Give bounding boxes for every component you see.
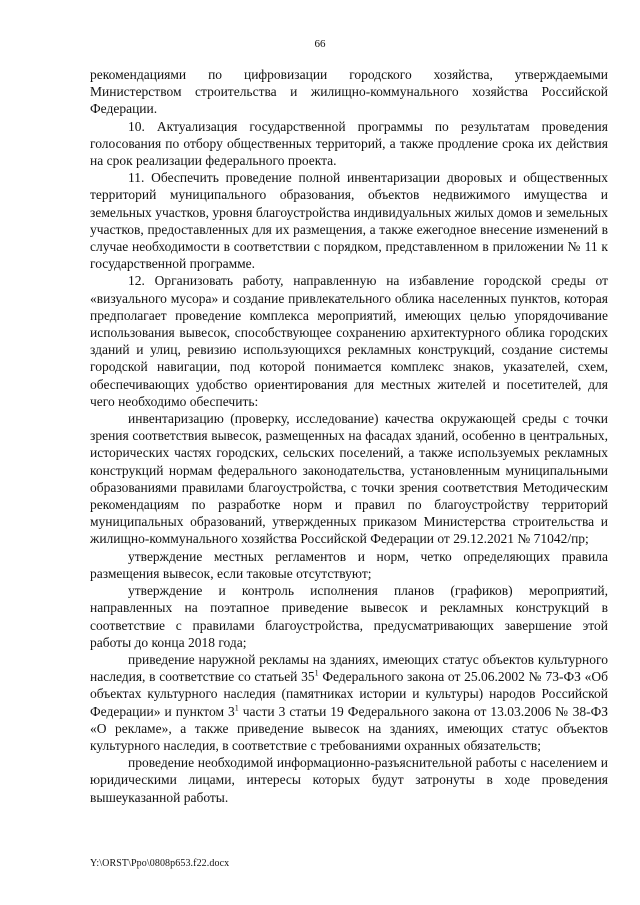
paragraph-outreach: проведение необходимой информационно-разъяснительной работы с населением и юридическими лицами, интересы которых будут затронуты в ходе проведения вышеуказанной работы. (90, 755, 608, 805)
paragraph-advertising (90, 651, 608, 754)
paragraph-item-10: 10. Актуализация государственной программы по результатам проведения голосования по отбору общественных территорий, а также продление срока их действия на срок реализации федерального проекта. (90, 118, 608, 169)
advertising-text-part1: приведение наружной рекламы на зданиях, имеющих статус объектов культурного наследия, в соответствие со статьей 35 (90, 651, 608, 685)
footer-file-path: Y:\ORST\Ppo\0808p653.f22.docx (90, 858, 230, 869)
paragraph-plans: утверждение и контроль исполнения планов (графиков) мероприятий, направленных на поэтапное приведение вывесок и рекламных конструкций в соответствие с правилами благоустройства, предусматривающих завершение этой работы до конца 2018 года; (90, 583, 608, 650)
paragraph-regulations: утверждение местных регламентов и норм, четко определяющих правила размещения вывесок, если таковые отсутствуют; (90, 548, 608, 581)
page-number: 66 (314, 38, 326, 50)
paragraph-inventory: инвентаризацию (проверку, исследование) качества окружающей среды с точки зрения соответствия вывесок, размещенных на фасадах зданий, особенно в центральных, исторических частях городских, сельских поселений, а также используемых рекламных конструкций нормам федерального законодательства, установленным муниципальными образованиями правилами благоустройства, с точки зрения соответствия Методическим рекомендациям по разработке норм и правил по благоустройству территорий муниципальных образований, утвержденных приказом Министерства строительства и жилищно-коммунального хозяйства Российской Федерации от 29.12.2021 № 71042/пр; (90, 411, 608, 547)
document-body (90, 66, 608, 806)
advertising-text-part3: части 3 статьи 19 Федерального закона от 13.03.2006 № 38-ФЗ «О рекламе», а также приведение вывесок на зданиях, имеющих статус объектов культурного наследия, в соответствие с требованиями охранных обязательств; (90, 703, 608, 753)
paragraph-item-12: 12. Организовать работу, направленную на избавление городской среды от «визуального мусора» и создание привлекательного облика населенных пунктов, которая предполагает проведение комплекса мероприятий, имеющих целью упорядочивание использования вывесок, способствующее сохранению архитектурного облика городских зданий и улиц, ревизию использующихся рекламных конструкций, создание системы городской навигации, под которой понимается комплекс знаков, указателей, схем, обеспечивающих удобство ориентирования для местных жителей и посетителей, для чего необходимо обеспечить: (90, 273, 608, 409)
paragraph-continuation: рекомендациями по цифровизации городского хозяйства, утверждаемыми Министерством строительства и жилищно-коммунального хозяйства Российской Федерации. (90, 67, 608, 117)
superscript-2: 1 (234, 703, 239, 713)
advertising-text-part2: Федерального закона от 25.06.2002 № 73-ФЗ «Об объектах культурного наследия (памятниках истории и культуры) народов Российской Федерации» и пунктом 3 (90, 669, 608, 719)
paragraph-item-11: 11. Обеспечить проведение полной инвентаризации дворовых и общественных территорий муниципального образования, объектов недвижимого имущества и земельных участков, уровня благоустройства индивидуальных жилых домов и земельных участков, предоставленных для их размещения, а также ежегодное внесение изменений в случае необходимости в соответствии с порядком, представленном в приложении № 11 к государственной программе. (90, 170, 608, 272)
superscript-1: 1 (314, 668, 319, 678)
